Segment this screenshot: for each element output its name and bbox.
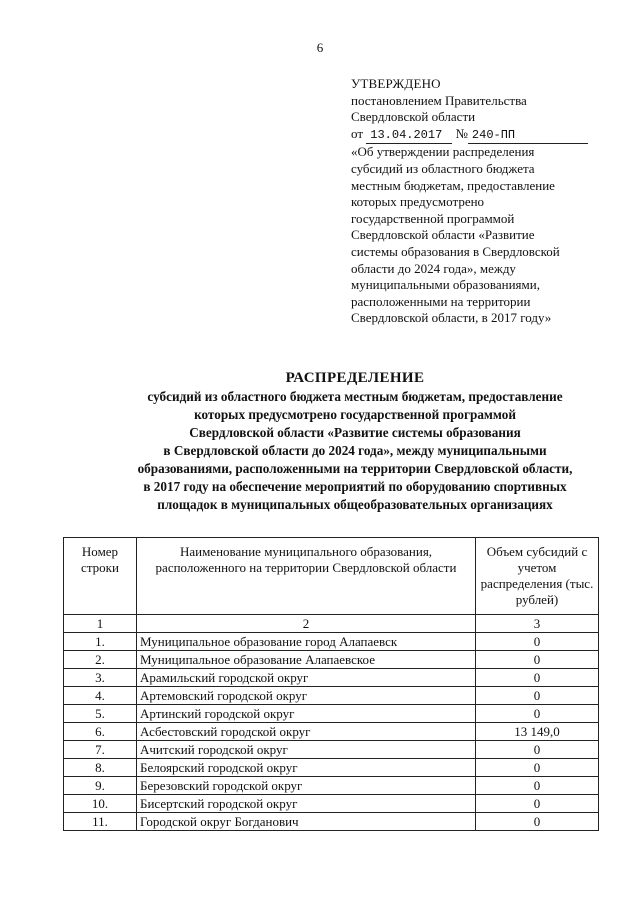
approval-line: Свердловской области: [351, 109, 476, 125]
number-prefix: №: [455, 125, 468, 141]
table-row: [64, 777, 599, 795]
subtitle-line: в 2017 году на обеспечение мероприятий по оборудованию спортивных: [143, 479, 567, 494]
row-number: 3.: [64, 669, 137, 687]
subsidy-amount: 0: [476, 669, 599, 687]
subsidy-amount: 0: [476, 813, 599, 831]
table-row: [64, 723, 599, 741]
column-number: 3: [476, 615, 599, 633]
approval-date-line: [351, 126, 611, 145]
date-prefix: от: [351, 125, 364, 141]
row-number: 9.: [64, 777, 137, 795]
subtitle-line: площадок в муниципальных общеобразовательных организациях: [157, 497, 553, 512]
municipality-name: Муниципальное образование Алапаевское: [137, 651, 476, 669]
table-header-row: [64, 538, 599, 615]
header-municipality: Наименование муниципального образования, расположенного на территории Свердловской области: [137, 538, 476, 615]
municipality-name: Артинский городской округ: [137, 705, 476, 723]
decree-line: «Об утверждении распределения: [351, 144, 535, 160]
subsidy-amount: 0: [476, 705, 599, 723]
subsidy-amount: 0: [476, 741, 599, 759]
header-subsidy-amount: Объем субсидий с учетом распределения (тыс. рублей): [476, 538, 599, 615]
municipality-name: Муниципальное образование город Алапаевск: [137, 633, 476, 651]
table-row: [64, 669, 599, 687]
row-number: 11.: [64, 813, 137, 831]
decree-line: субсидий из областного бюджета: [351, 160, 535, 176]
subsidy-amount: 13 149,0: [476, 723, 599, 741]
table-row: [64, 759, 599, 777]
column-number: 1: [64, 615, 137, 633]
municipality-name: Арамильский городской округ: [137, 669, 476, 687]
row-number: 5.: [64, 705, 137, 723]
subsidy-amount: 0: [476, 777, 599, 795]
decree-line: государственной программой: [351, 210, 515, 226]
row-number: 1.: [64, 633, 137, 651]
approval-block: [351, 76, 611, 327]
subtitle-line: которых предусмотрено государственной программой: [194, 407, 516, 422]
approval-date: 13.04.2017: [366, 127, 452, 145]
row-number: 7.: [64, 741, 137, 759]
decree-line: расположенными на территории: [351, 293, 531, 309]
table-row: [64, 705, 599, 723]
subtitle-line: Свердловской области «Развитие системы образования: [189, 425, 521, 440]
document-heading: [60, 368, 640, 514]
header-row-number: Номер строки: [64, 538, 137, 615]
subsidy-amount: 0: [476, 633, 599, 651]
table-row: [64, 687, 599, 705]
document-subtitle: [60, 388, 640, 514]
decree-line: области до 2024 года», между: [351, 260, 516, 276]
municipality-name: Городской округ Богданович: [137, 813, 476, 831]
row-number: 4.: [64, 687, 137, 705]
document-title: РАСПРЕДЕЛЕНИЕ: [285, 370, 425, 386]
row-number: 10.: [64, 795, 137, 813]
subtitle-line: в Свердловской области до 2024 года», между муниципальными: [163, 443, 547, 458]
subsidy-amount: 0: [476, 651, 599, 669]
municipality-name: Бисертский городской округ: [137, 795, 476, 813]
row-number: 6.: [64, 723, 137, 741]
decree-line: которых предусмотрено: [351, 194, 485, 210]
decree-title: [351, 144, 611, 327]
table-row: [64, 651, 599, 669]
municipality-name: Ачитский городской округ: [137, 741, 476, 759]
municipality-name: Артемовский городской округ: [137, 687, 476, 705]
decree-line: местным бюджетам, предоставление: [351, 177, 555, 193]
subtitle-line: образованиями, расположенными на территории Свердловской области,: [137, 461, 573, 476]
column-number: 2: [137, 615, 476, 633]
decree-line: муниципальными образованиями,: [351, 277, 540, 293]
municipality-name: Асбестовский городской округ: [137, 723, 476, 741]
distribution-table: [63, 537, 599, 831]
decree-line: Свердловской области «Развитие: [351, 227, 535, 243]
approval-number: 240-ПП: [468, 127, 588, 145]
decree-line: системы образования в Свердловской: [351, 243, 560, 259]
subsidy-amount: 0: [476, 687, 599, 705]
decree-line: Свердловской области, в 2017 году»: [351, 310, 552, 326]
row-number: 2.: [64, 651, 137, 669]
page-number: 6: [316, 40, 324, 55]
subsidy-amount: 0: [476, 759, 599, 777]
approval-title: УТВЕРЖДЕНО: [351, 76, 441, 91]
municipality-name: Белоярский городской округ: [137, 759, 476, 777]
subtitle-line: субсидий из областного бюджета местным бюджетам, предоставление: [147, 389, 563, 404]
table-row: [64, 741, 599, 759]
table-row: [64, 633, 599, 651]
subsidy-amount: 0: [476, 795, 599, 813]
approval-line: постановлением Правительства: [351, 92, 527, 108]
row-number: 8.: [64, 759, 137, 777]
table-row: [64, 795, 599, 813]
table-row: [64, 813, 599, 831]
column-number-row: [64, 615, 599, 633]
municipality-name: Березовский городской округ: [137, 777, 476, 795]
